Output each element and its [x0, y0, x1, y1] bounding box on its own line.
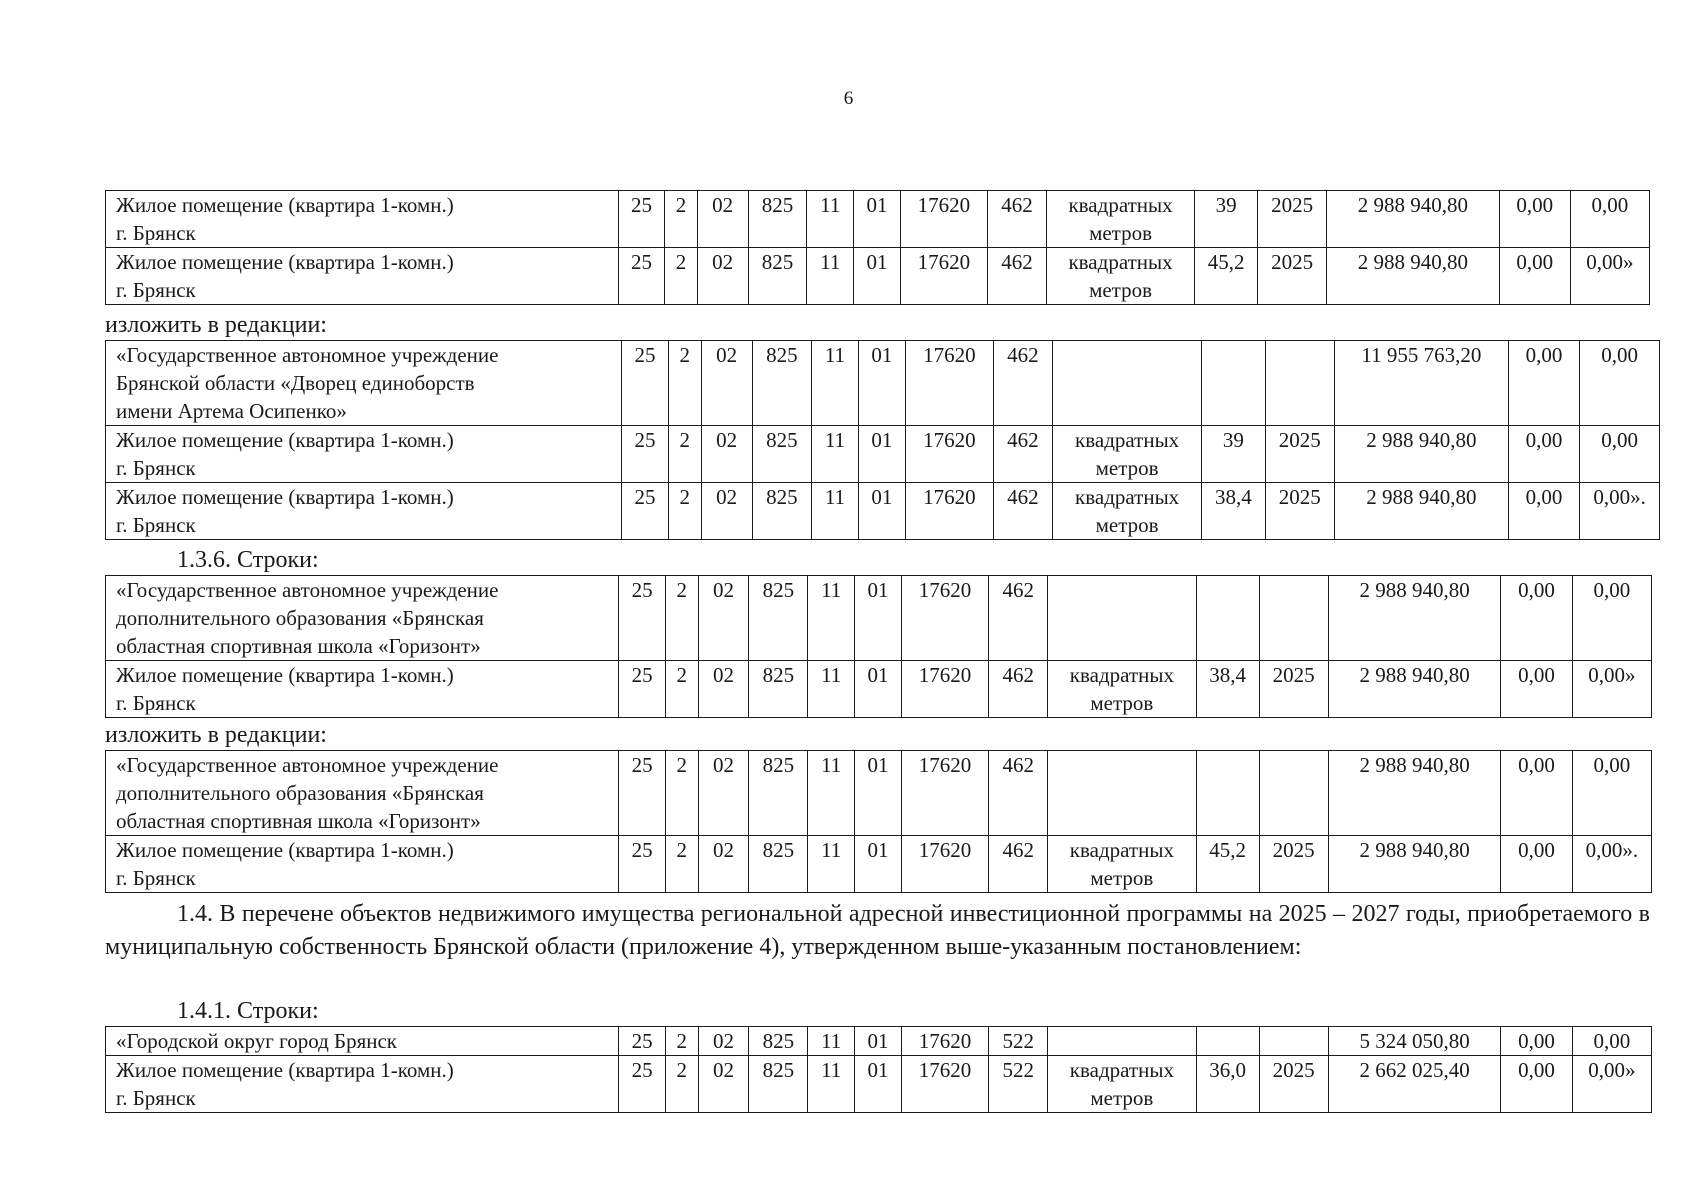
value-cell: 0,00 — [1570, 191, 1649, 248]
sum-cell: 2 662 025,40 — [1328, 1056, 1501, 1113]
code-cell: 462 — [993, 341, 1052, 426]
code-cell: 2 — [666, 751, 699, 836]
code-cell: 2 — [666, 661, 699, 718]
name-cell: «Государственное автономное учреждение Брянской области «Дворец единоборств имени Артема Осипенко» — [106, 341, 622, 426]
table-row — [106, 1056, 1652, 1113]
code-cell: 11 — [808, 1027, 855, 1056]
code-cell: 462 — [993, 426, 1052, 483]
code-cell: 02 — [698, 836, 749, 893]
value-cell: 0,00». — [1572, 836, 1651, 893]
name-cell: «Государственное автономное учреждение дополнительного образования «Брянская областная спортивная школа «Горизонт» — [106, 576, 619, 661]
name-cell: Жилое помещение (квартира 1-комн.) г. Брянск — [106, 191, 619, 248]
year-cell — [1265, 341, 1334, 426]
area-cell: 38,4 — [1196, 661, 1259, 718]
table-2 — [105, 340, 1660, 540]
area-cell: 36,0 — [1196, 1056, 1259, 1113]
name-cell: «Государственное автономное учреждение дополнительного образования «Брянская областная спортивная школа «Горизонт» — [106, 751, 619, 836]
code-cell: 2 — [668, 426, 701, 483]
unit-cell: квадратных метров — [1048, 836, 1196, 893]
code-cell: 11 — [808, 576, 855, 661]
value-cell: 0,00» — [1572, 661, 1651, 718]
year-cell: 2025 — [1265, 426, 1334, 483]
code-cell: 825 — [749, 836, 808, 893]
code-cell: 462 — [988, 248, 1047, 305]
code-cell: 11 — [808, 661, 855, 718]
table-row — [106, 483, 1660, 540]
code-cell: 825 — [748, 248, 807, 305]
name-cell: «Городской округ город Брянск — [106, 1027, 619, 1056]
value-cell: 0,00 — [1508, 483, 1580, 540]
code-cell: 17620 — [901, 751, 988, 836]
area-cell: 45,2 — [1196, 836, 1259, 893]
code-cell: 01 — [855, 576, 902, 661]
code-cell: 522 — [989, 1056, 1048, 1113]
label-edit-2: изложить в редакции: — [105, 722, 327, 748]
code-cell: 11 — [808, 1056, 855, 1113]
table-1 — [105, 190, 1650, 305]
sum-cell: 2 988 940,80 — [1328, 836, 1501, 893]
year-cell — [1259, 576, 1328, 661]
code-cell: 17620 — [901, 576, 988, 661]
label-1-3-6: 1.3.6. Строки: — [177, 547, 319, 573]
year-cell: 2025 — [1265, 483, 1334, 540]
code-cell: 17620 — [901, 836, 988, 893]
sum-cell: 2 988 940,80 — [1327, 248, 1500, 305]
code-cell: 25 — [619, 576, 666, 661]
code-cell: 01 — [855, 1056, 902, 1113]
code-cell: 01 — [855, 836, 902, 893]
value-cell: 0,00 — [1572, 1027, 1651, 1056]
paragraph-1-4: 1.4. В перечене объектов недвижимого имущества региональной адресной инвестиционной программы на 2025 – 2027 годы, приобретаемого в муниципальную собственность Брянской области (приложение 4), утвержденном выше-указанным постановлением: — [105, 901, 1650, 960]
table-row — [106, 248, 1650, 305]
code-cell: 02 — [698, 751, 749, 836]
value-cell: 0,00 — [1572, 751, 1651, 836]
code-cell: 02 — [701, 341, 752, 426]
code-cell: 02 — [697, 248, 748, 305]
table-row — [106, 836, 1652, 893]
value-cell: 0,00». — [1580, 483, 1660, 540]
code-cell: 01 — [858, 483, 905, 540]
code-cell: 11 — [807, 191, 854, 248]
table-row — [106, 661, 1652, 718]
code-cell: 825 — [748, 191, 807, 248]
code-cell: 2 — [666, 1027, 699, 1056]
table-row — [106, 426, 1660, 483]
sum-cell: 2 988 940,80 — [1328, 751, 1501, 836]
code-cell: 825 — [749, 661, 808, 718]
code-cell: 25 — [619, 1027, 666, 1056]
unit-cell — [1048, 576, 1196, 661]
value-cell: 0,00» — [1570, 248, 1649, 305]
value-cell: 0,00 — [1501, 576, 1572, 661]
table-row — [106, 191, 1650, 248]
code-cell: 11 — [811, 341, 858, 426]
name-cell: Жилое помещение (квартира 1-комн.) г. Брянск — [106, 836, 619, 893]
code-cell: 825 — [752, 483, 811, 540]
sum-cell: 2 988 940,80 — [1328, 661, 1501, 718]
area-cell: 45,2 — [1195, 248, 1258, 305]
unit-cell — [1053, 341, 1202, 426]
value-cell: 0,00 — [1501, 1027, 1572, 1056]
code-cell: 25 — [621, 426, 668, 483]
value-cell: 0,00 — [1499, 248, 1570, 305]
code-cell: 2 — [668, 341, 701, 426]
code-cell: 825 — [749, 576, 808, 661]
sum-cell: 2 988 940,80 — [1335, 483, 1509, 540]
code-cell: 17620 — [900, 191, 987, 248]
code-cell: 02 — [698, 1027, 749, 1056]
name-cell: Жилое помещение (квартира 1-комн.) г. Брянск — [106, 483, 622, 540]
value-cell: 0,00 — [1508, 341, 1580, 426]
code-cell: 11 — [807, 248, 854, 305]
code-cell: 01 — [855, 751, 902, 836]
code-cell: 825 — [749, 1056, 808, 1113]
value-cell: 0,00 — [1501, 751, 1572, 836]
code-cell: 2 — [666, 576, 699, 661]
code-cell: 25 — [619, 1056, 666, 1113]
table-row — [106, 341, 1660, 426]
code-cell: 17620 — [905, 483, 993, 540]
table-3 — [105, 575, 1652, 718]
code-cell: 17620 — [901, 661, 988, 718]
code-cell: 462 — [988, 191, 1047, 248]
code-cell: 01 — [858, 426, 905, 483]
code-cell: 522 — [989, 1027, 1048, 1056]
code-cell: 25 — [618, 191, 665, 248]
table-4 — [105, 750, 1652, 893]
label-edit-1: изложить в редакции: — [105, 312, 327, 338]
year-cell — [1259, 751, 1328, 836]
code-cell: 01 — [855, 1027, 902, 1056]
year-cell: 2025 — [1259, 836, 1328, 893]
code-cell: 11 — [811, 483, 858, 540]
code-cell: 462 — [989, 661, 1048, 718]
name-cell: Жилое помещение (квартира 1-комн.) г. Брянск — [106, 1056, 619, 1113]
code-cell: 2 — [668, 483, 701, 540]
code-cell: 02 — [698, 661, 749, 718]
value-cell: 0,00 — [1501, 836, 1572, 893]
unit-cell: квадратных метров — [1053, 483, 1202, 540]
code-cell: 825 — [749, 751, 808, 836]
code-cell: 01 — [858, 341, 905, 426]
code-cell: 825 — [752, 341, 811, 426]
table-5 — [105, 1026, 1652, 1113]
unit-cell: квадратных метров — [1046, 191, 1194, 248]
unit-cell: квадратных метров — [1053, 426, 1202, 483]
unit-cell: квадратных метров — [1048, 661, 1196, 718]
code-cell: 11 — [808, 836, 855, 893]
name-cell: Жилое помещение (квартира 1-комн.) г. Брянск — [106, 661, 619, 718]
code-cell: 02 — [698, 576, 749, 661]
area-cell: 38,4 — [1202, 483, 1265, 540]
code-cell: 17620 — [900, 248, 987, 305]
table-row — [106, 751, 1652, 836]
value-cell: 0,00 — [1508, 426, 1580, 483]
code-cell: 25 — [618, 248, 665, 305]
code-cell: 02 — [701, 483, 752, 540]
code-cell: 25 — [619, 661, 666, 718]
code-cell: 17620 — [901, 1027, 988, 1056]
year-cell — [1259, 1027, 1328, 1056]
sum-cell: 2 988 940,80 — [1328, 576, 1501, 661]
code-cell: 01 — [855, 661, 902, 718]
area-cell — [1196, 1027, 1259, 1056]
code-cell: 01 — [854, 191, 901, 248]
code-cell: 01 — [854, 248, 901, 305]
code-cell: 462 — [989, 751, 1048, 836]
value-cell: 0,00» — [1572, 1056, 1651, 1113]
year-cell: 2025 — [1259, 661, 1328, 718]
code-cell: 11 — [811, 426, 858, 483]
code-cell: 462 — [993, 483, 1052, 540]
code-cell: 25 — [619, 836, 666, 893]
table-row — [106, 576, 1652, 661]
sum-cell: 2 988 940,80 — [1327, 191, 1500, 248]
code-cell: 02 — [698, 1056, 749, 1113]
value-cell: 0,00 — [1580, 426, 1660, 483]
sum-cell: 5 324 050,80 — [1328, 1027, 1501, 1056]
table-row — [106, 1027, 1652, 1056]
area-cell — [1202, 341, 1265, 426]
year-cell: 2025 — [1259, 1056, 1328, 1113]
sum-cell: 11 955 763,20 — [1335, 341, 1509, 426]
name-cell: Жилое помещение (квартира 1-комн.) г. Брянск — [106, 426, 622, 483]
code-cell: 825 — [749, 1027, 808, 1056]
value-cell: 0,00 — [1501, 661, 1572, 718]
sum-cell: 2 988 940,80 — [1335, 426, 1509, 483]
unit-cell — [1048, 751, 1196, 836]
year-cell: 2025 — [1258, 248, 1327, 305]
area-cell: 39 — [1195, 191, 1258, 248]
code-cell: 462 — [989, 576, 1048, 661]
area-cell: 39 — [1202, 426, 1265, 483]
value-cell: 0,00 — [1572, 576, 1651, 661]
value-cell: 0,00 — [1580, 341, 1660, 426]
code-cell: 2 — [666, 1056, 699, 1113]
code-cell: 17620 — [905, 341, 993, 426]
year-cell: 2025 — [1258, 191, 1327, 248]
code-cell: 825 — [752, 426, 811, 483]
code-cell: 02 — [697, 191, 748, 248]
code-cell: 17620 — [905, 426, 993, 483]
name-cell: Жилое помещение (квартира 1-комн.) г. Брянск — [106, 248, 619, 305]
code-cell: 2 — [666, 836, 699, 893]
value-cell: 0,00 — [1499, 191, 1570, 248]
label-1-4-1: 1.4.1. Строки: — [177, 998, 319, 1024]
code-cell: 2 — [665, 248, 697, 305]
page-number: 6 — [843, 88, 854, 109]
code-cell: 02 — [701, 426, 752, 483]
code-cell: 17620 — [901, 1056, 988, 1113]
code-cell: 11 — [808, 751, 855, 836]
area-cell — [1196, 576, 1259, 661]
code-cell: 2 — [665, 191, 697, 248]
code-cell: 25 — [621, 341, 668, 426]
area-cell — [1196, 751, 1259, 836]
unit-cell — [1048, 1027, 1196, 1056]
code-cell: 25 — [619, 751, 666, 836]
code-cell: 462 — [989, 836, 1048, 893]
unit-cell: квадратных метров — [1046, 248, 1194, 305]
code-cell: 25 — [621, 483, 668, 540]
value-cell: 0,00 — [1501, 1056, 1572, 1113]
unit-cell: квадратных метров — [1048, 1056, 1196, 1113]
